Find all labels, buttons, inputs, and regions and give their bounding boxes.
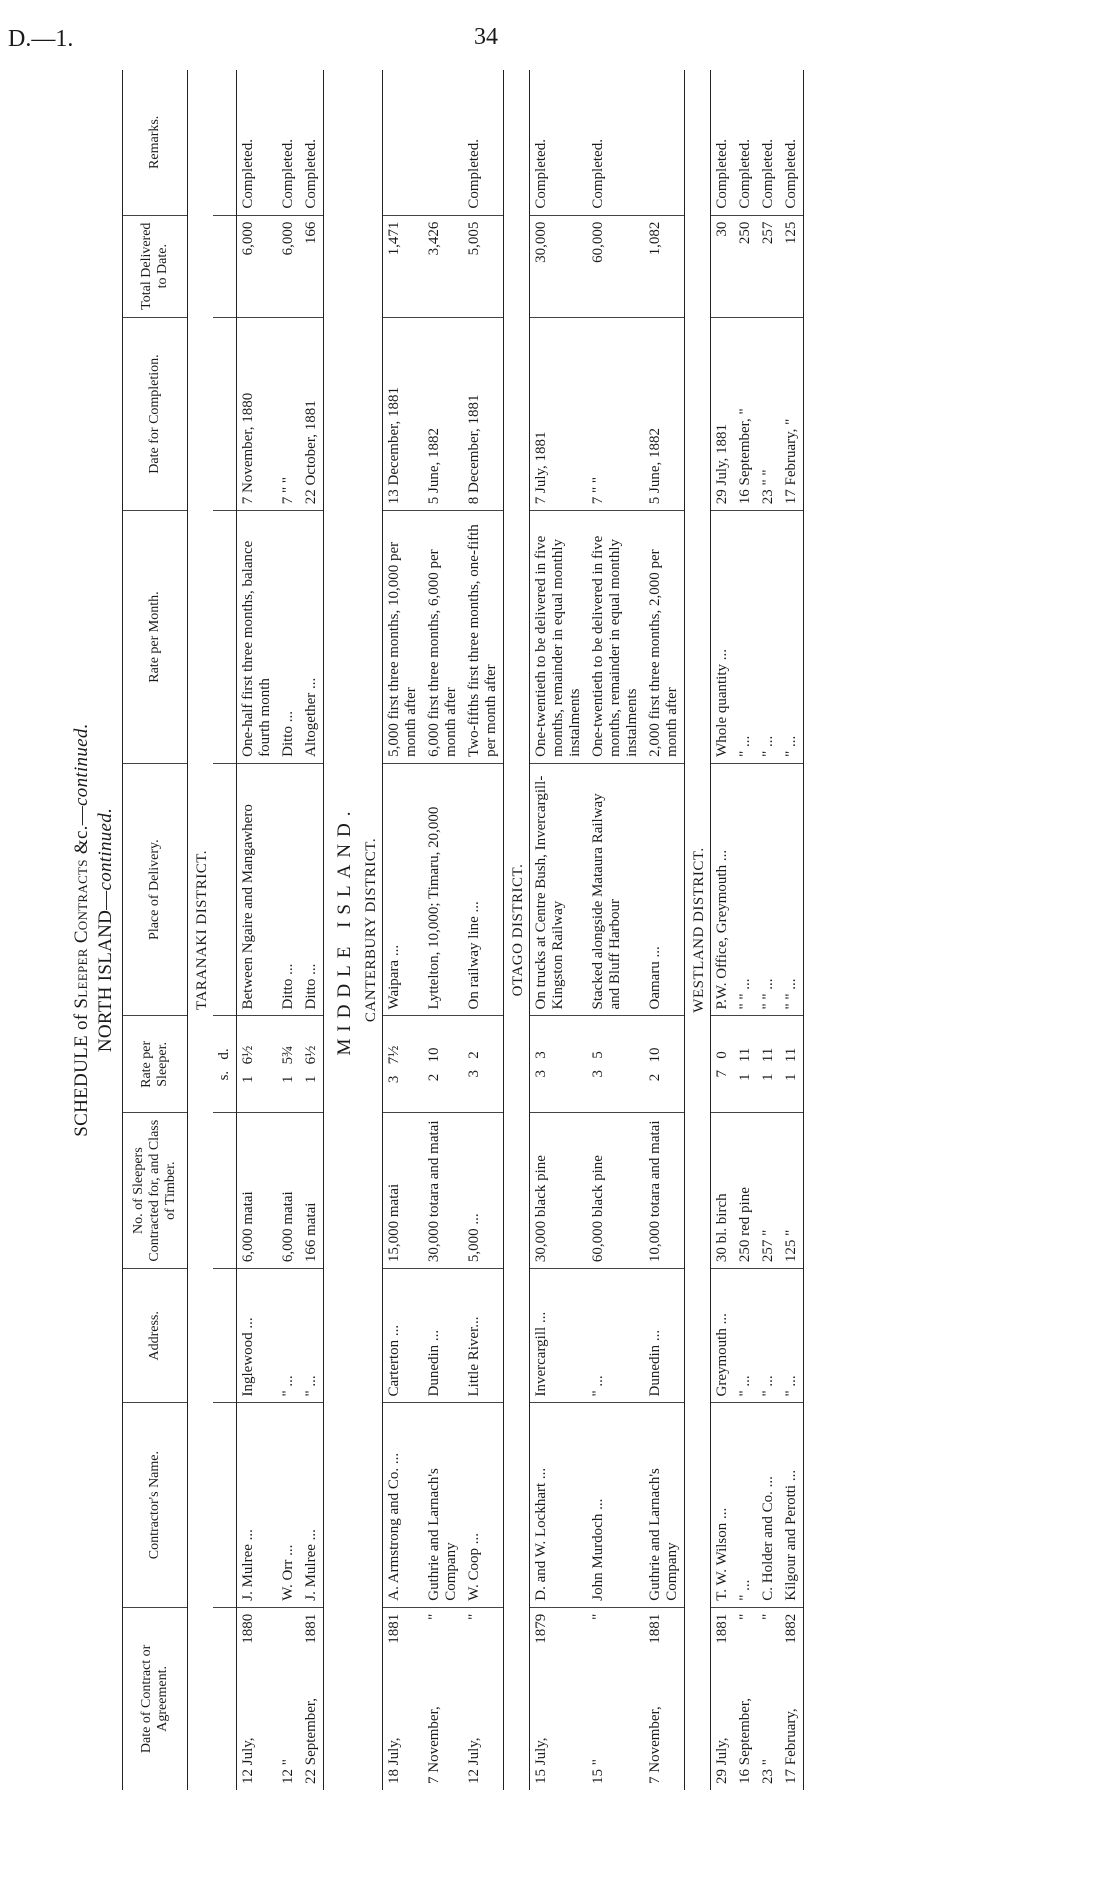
col-remarks: Remarks.	[123, 70, 188, 215]
cell-month: 5,000 first three months, 10,000 per month after	[383, 511, 424, 764]
cell-remarks: Completed.	[237, 70, 278, 215]
cell-address: Little River...	[463, 1269, 504, 1403]
cell-rate: 7 0	[711, 1016, 735, 1113]
cell-rate: 1 6½	[237, 1016, 278, 1113]
cell-month: " ...	[757, 511, 780, 764]
cell-completion: 5 June, 1882	[423, 317, 463, 511]
cell-sleepers: 125 "	[780, 1113, 804, 1269]
col-total: Total Delivered to Date.	[123, 215, 188, 317]
cell-completion: 8 December, 1881	[463, 317, 504, 511]
cell-month: Whole quantity ...	[711, 511, 735, 764]
cell-rate: 1 5¾	[277, 1016, 300, 1113]
col-place: Place of Delivery.	[123, 763, 188, 1016]
col-completion: Date for Completion.	[123, 317, 188, 511]
cell-place: Lyttelton, 10,000; Timaru, 20,000	[423, 763, 463, 1016]
contract-row	[300, 70, 324, 1790]
cell-sleepers: 30,000 black pine	[530, 1113, 588, 1269]
cell-date: " 16 September,	[737, 1613, 753, 1784]
cell-rate: 3 7½	[383, 1016, 424, 1113]
cell-address: " ...	[780, 1269, 804, 1403]
contract-row	[530, 70, 588, 1790]
col-rate: Rate per Sleeper.	[123, 1016, 188, 1113]
contract-row	[383, 70, 424, 1790]
sleeper-contracts-table	[122, 70, 804, 1790]
cell-sleepers: 10,000 totara and matai	[644, 1113, 685, 1269]
cell-date: " 23 "	[760, 1613, 776, 1784]
district-heading: CANTERBURY DISTRICT.	[357, 70, 383, 1790]
cell-rate: 3 5	[587, 1016, 644, 1113]
cell-date: 12 "	[280, 1759, 296, 1784]
cell-month: 6,000 first three months, 6,000 per month after	[423, 511, 463, 764]
cell-place: On trucks at Centre Bush, Invercargill-Kingston Railway	[530, 763, 588, 1016]
cell-total: 6,000	[277, 215, 300, 317]
cell-date: 1880 12 July,	[240, 1613, 256, 1784]
cell-sleepers: 60,000 black pine	[587, 1113, 644, 1269]
units-row: s. d.	[213, 70, 237, 1790]
cell-total: 250	[734, 215, 757, 317]
cell-completion: 13 December, 1881	[383, 317, 424, 511]
cell-date: " 12 July,	[463, 1607, 504, 1790]
cell-rate: 3 3	[530, 1016, 588, 1113]
cell-place: " " ...	[734, 763, 757, 1016]
cell-month: 2,000 first three months, 2,000 per month after	[644, 511, 685, 764]
contract-row	[463, 70, 504, 1790]
cell-rate: 2 10	[423, 1016, 463, 1113]
cell-name: John Murdoch ...	[587, 1403, 644, 1607]
cell-place: Waipara ...	[383, 763, 424, 1016]
cell-total: 60,000	[587, 215, 644, 317]
cell-name: W. Orr ...	[277, 1403, 300, 1607]
cell-rate: 3 2	[463, 1016, 504, 1113]
page-reference: D.—1.	[8, 26, 74, 52]
cell-address: Dunedin ...	[644, 1269, 685, 1403]
cell-remarks: Completed.	[463, 70, 504, 215]
cell-date: 1881 29 July,	[714, 1613, 730, 1784]
cell-month: Ditto ...	[277, 511, 300, 764]
cell-completion: 16 September, "	[734, 317, 757, 511]
col-sleepers: No. of Sleepers Contracted for, and Class of Timber.	[123, 1113, 188, 1269]
cell-date: " 15 "	[590, 1613, 606, 1784]
cell-address: Invercargill ...	[530, 1269, 588, 1403]
cell-remarks	[383, 70, 424, 215]
cell-rate: 1 11	[780, 1016, 804, 1113]
cell-remarks: Completed.	[757, 70, 780, 215]
contract-row	[237, 70, 278, 1790]
cell-place: Stacked alongside Mataura Railway and Bluff Harbour	[587, 763, 644, 1016]
cell-remarks: Completed.	[780, 70, 804, 215]
cell-name: Kilgour and Perotti ...	[780, 1403, 804, 1607]
cell-name: Guthrie and Larnach's Company	[423, 1403, 463, 1607]
cell-place: Ditto ...	[300, 763, 324, 1016]
cell-completion: 7 July, 1881	[530, 317, 588, 511]
cell-completion: 7 " "	[277, 317, 300, 511]
contract-row	[757, 70, 780, 1790]
rotated-schedule	[70, 70, 1080, 1790]
cell-name: A. Armstrong and Co. ...	[383, 1403, 424, 1607]
cell-address: " ...	[587, 1269, 644, 1403]
cell-completion: 7 November, 1880	[237, 317, 278, 511]
cell-rate: 1 11	[757, 1016, 780, 1113]
cell-date: 1882 17 February,	[780, 1607, 804, 1790]
cell-completion: 7 " "	[587, 317, 644, 511]
cell-name: W. Coop ...	[463, 1403, 504, 1607]
cell-place: On railway line ...	[463, 763, 504, 1016]
cell-date: 1881 22 September,	[300, 1607, 324, 1790]
cell-address: " ...	[757, 1269, 780, 1403]
caption-line-2: NORTH ISLAND—continued.	[95, 807, 116, 1053]
cell-month: " ...	[734, 511, 757, 764]
cell-name: T. W. Wilson ...	[711, 1403, 735, 1607]
cell-month: Two-fifths first three months, one-fifth per month after	[463, 511, 504, 764]
cell-date: 1879 15 July,	[533, 1613, 549, 1784]
cell-sleepers: 30,000 totara and matai	[423, 1113, 463, 1269]
cell-month: One-half first three months, balance fourth month	[237, 511, 278, 764]
cell-total: 30,000	[530, 215, 588, 317]
cell-remarks: Completed.	[300, 70, 324, 215]
cell-rate: 1 11	[734, 1016, 757, 1113]
cell-name: D. and W. Lockhart ...	[530, 1403, 588, 1607]
island-heading: MIDDLE ISLAND.	[334, 804, 355, 1056]
cell-sleepers: 166 matai	[300, 1113, 324, 1269]
cell-remarks: Completed.	[711, 70, 735, 215]
cell-total: 166	[300, 215, 324, 317]
cell-completion: 29 July, 1881	[711, 317, 735, 511]
cell-place: Oamaru ...	[644, 763, 685, 1016]
cell-sleepers: 6,000 matai	[277, 1113, 300, 1269]
cell-total: 257	[757, 215, 780, 317]
cell-sleepers: 30 bl. birch	[711, 1113, 735, 1269]
cell-place: " " ...	[780, 763, 804, 1016]
cell-remarks: Completed.	[530, 70, 588, 215]
cell-month: " ...	[780, 511, 804, 764]
cell-place: P.W. Office, Greymouth ...	[711, 763, 735, 1016]
cell-remarks	[644, 70, 685, 215]
cell-rate: 1 6½	[300, 1016, 324, 1113]
district-heading: OTAGO DISTRICT.	[504, 70, 530, 1790]
cell-date: 1881 7 November,	[644, 1607, 685, 1790]
col-month: Rate per Month.	[123, 511, 188, 764]
cell-rate: 2 10	[644, 1016, 685, 1113]
cell-total: 1,082	[644, 215, 685, 317]
contract-row	[587, 70, 644, 1790]
contract-row	[734, 70, 757, 1790]
header-row	[123, 70, 188, 1790]
cell-total: 3,426	[423, 215, 463, 317]
cell-completion: 22 October, 1881	[300, 317, 324, 511]
cell-address: Greymouth ...	[711, 1269, 735, 1403]
cell-completion: 17 February, "	[780, 317, 804, 511]
contract-row	[780, 70, 804, 1790]
col-name: Contractor's Name.	[123, 1403, 188, 1607]
cell-place: " " ...	[757, 763, 780, 1016]
cell-remarks: Completed.	[277, 70, 300, 215]
cell-sleepers: 5,000 ...	[463, 1113, 504, 1269]
contract-row	[277, 70, 300, 1790]
cell-address: Inglewood ...	[237, 1269, 278, 1403]
cell-address: " ...	[277, 1269, 300, 1403]
col-date: Date of Contract or Agreement.	[123, 1607, 188, 1790]
cell-month: One-twentieth to be delivered in five months, remainder in equal monthly instalments	[530, 511, 588, 764]
cell-date: 1881 18 July,	[386, 1613, 402, 1784]
cell-remarks	[423, 70, 463, 215]
cell-sleepers: 257 "	[757, 1113, 780, 1269]
cell-address: " ...	[300, 1269, 324, 1403]
cell-place: Ditto ...	[277, 763, 300, 1016]
cell-remarks: Completed.	[587, 70, 644, 215]
cell-name: C. Holder and Co. ...	[757, 1403, 780, 1607]
cell-total: 1,471	[383, 215, 424, 317]
cell-completion: 23 " "	[757, 317, 780, 511]
schedule-caption	[70, 70, 118, 1790]
cell-month: One-twentieth to be delivered in five months, remainder in equal monthly instalments	[587, 511, 644, 764]
contract-row	[644, 70, 685, 1790]
cell-sleepers: 15,000 matai	[383, 1113, 424, 1269]
cell-address: " ...	[734, 1269, 757, 1403]
cell-sleepers: 6,000 matai	[237, 1113, 278, 1269]
cell-month: Altogether ...	[300, 511, 324, 764]
contract-row	[423, 70, 463, 1790]
caption-line-1: SCHEDULE of Sleeper Contracts &c.—continued.	[71, 723, 92, 1137]
cell-place: Between Ngaire and Mangawhero	[237, 763, 278, 1016]
district-heading: TARANAKI DISTRICT.	[194, 850, 210, 1011]
cell-address: Dunedin ...	[423, 1269, 463, 1403]
contract-row	[711, 70, 735, 1790]
cell-total: 30	[711, 215, 735, 317]
cell-remarks: Completed.	[734, 70, 757, 215]
cell-name: Guthrie and Larnach's Company	[644, 1403, 685, 1607]
col-address: Address.	[123, 1269, 188, 1403]
cell-completion: 5 June, 1882	[644, 317, 685, 511]
cell-name: J. Mulree ...	[300, 1403, 324, 1607]
cell-total: 5,005	[463, 215, 504, 317]
cell-date: " 7 November,	[426, 1613, 442, 1784]
district-heading: WESTLAND DISTRICT.	[685, 70, 711, 1790]
cell-name: J. Mulree ...	[237, 1403, 278, 1607]
cell-name: " ...	[734, 1403, 757, 1607]
cell-address: Carterton ...	[383, 1269, 424, 1403]
cell-sleepers: 250 red pine	[734, 1113, 757, 1269]
cell-total: 125	[780, 215, 804, 317]
cell-total: 6,000	[237, 215, 278, 317]
page-number: 34	[474, 24, 498, 50]
